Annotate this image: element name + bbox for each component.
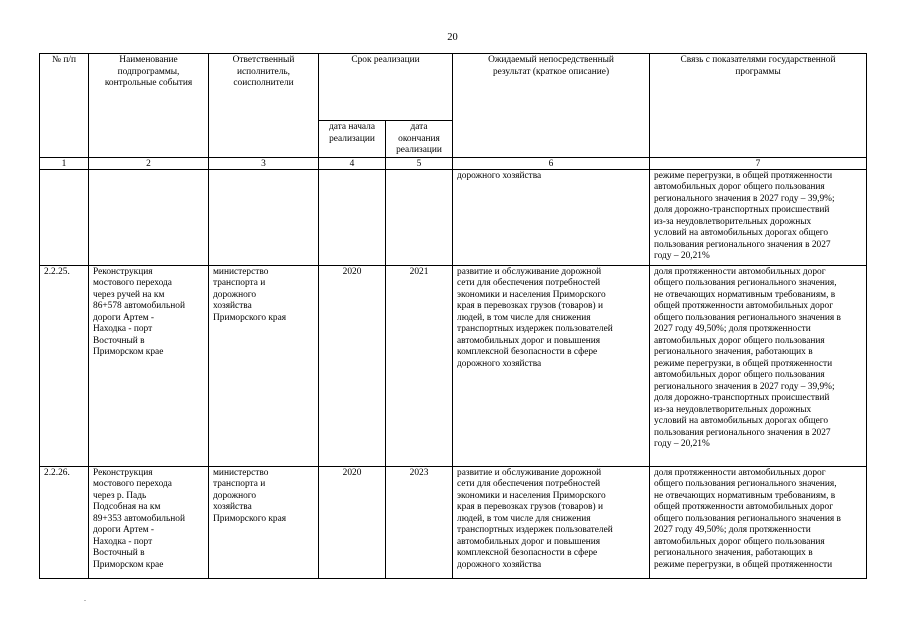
row-result: развитие и обслуживание дорожной сети для обеспечения потребностей экономики и населения Приморского края в перевозках грузов (товаров) и людей, в том числе для снижения транспортных издержек пользователей автомобильных дорог и повышения комплексной безопасности в сфере дорожного хозяйства [453, 265, 650, 466]
column-number: 6 [453, 157, 650, 169]
row-number: 2.2.26. [40, 466, 89, 578]
header-period: Срок реализации [319, 54, 453, 121]
column-number: 3 [209, 157, 319, 169]
row-link: режиме перегрузки, в общей протяженности автомобильных дорог общего пользования регионального значения в 2027 году – 39,9%; доля дорожно-транспортных происшествий из-за неудовлетворительных дорожных условий на автомобильных дорогах общего пользования регионального значения в 2027 году – 20,21% [650, 169, 867, 265]
row-executor [209, 169, 319, 265]
row-executor: министерство транспорта и дорожного хозяйства Приморского края [209, 265, 319, 466]
column-number-row [40, 157, 867, 169]
row-name: Реконструкция мостового перехода через р. Падь Подсобная на км 89+353 автомобильной дороги Артем - Находка - порт Восточный в Приморском крае [89, 466, 209, 578]
row-name: Реконструкция мостового перехода через ручей на км 86+578 автомобильной дороги Артем - Находка - порт Восточный в Приморском крае [89, 265, 209, 466]
row-link: доля протяженности автомобильных дорог общего пользования регионального значения, не отвечающих нормативным требованиям, в общей протяженности автомобильных дорог общего пользования регионального значения в 2027 году 49,50%; доля протяженности автомобильных дорог общего пользования регионального значения, работающих в режиме перегрузки, в общей протяженности [650, 466, 867, 578]
program-table [39, 53, 867, 579]
header-result: Ожидаемый непосредственный результат (краткое описание) [453, 54, 650, 158]
table-row [40, 466, 867, 578]
page-number: 20 [447, 32, 458, 43]
header-executor: Ответственный исполнитель, соисполнители [209, 54, 319, 158]
row-end: 2023 [386, 466, 453, 578]
table-row [40, 169, 867, 265]
row-name [89, 169, 209, 265]
row-number: 2.2.25. [40, 265, 89, 466]
row-end [386, 169, 453, 265]
row-start: 2020 [319, 265, 386, 466]
row-start: 2020 [319, 466, 386, 578]
scan-artifact [84, 600, 86, 601]
header-link: Связь с показателями государственной программы [650, 54, 867, 158]
column-number: 2 [89, 157, 209, 169]
row-start [319, 169, 386, 265]
column-number: 7 [650, 157, 867, 169]
row-result: дорожного хозяйства [453, 169, 650, 265]
header-start-date: дата начала реализации [319, 121, 386, 158]
header-number: № п/п [40, 54, 89, 158]
row-number [40, 169, 89, 265]
column-number: 4 [319, 157, 386, 169]
row-end: 2021 [386, 265, 453, 466]
row-result: развитие и обслуживание дорожной сети для обеспечения потребностей экономики и населения Приморского края в перевозках грузов (товаров) и людей, в том числе для снижения транспортных издержек пользователей автомобильных дорог и повышения комплексной безопасности в сфере дорожного хозяйства [453, 466, 650, 578]
row-executor: министерство транспорта и дорожного хозяйства Приморского края [209, 466, 319, 578]
header-end-date: дата окончания реализации [386, 121, 453, 158]
column-number: 1 [40, 157, 89, 169]
column-number: 5 [386, 157, 453, 169]
table-row [40, 265, 867, 466]
row-link: доля протяженности автомобильных дорог общего пользования регионального значения, не отвечающих нормативным требованиям, в общей протяженности автомобильных дорог общего пользования регионального значения в 2027 году 49,50%; доля протяженности автомобильных дорог общего пользования регионального значения, работающих в режиме перегрузки, в общей протяженности автомобильных дорог общего пользования регионального значения в 2027 году – 39,9%; доля дорожно-транспортных происшествий из-за неудовлетворительных дорожных условий на автомобильных дорогах общего пользования регионального значения в 2027 году – 20,21% [650, 265, 867, 466]
header-name: Наименование подпрограммы, контрольные события [89, 54, 209, 158]
